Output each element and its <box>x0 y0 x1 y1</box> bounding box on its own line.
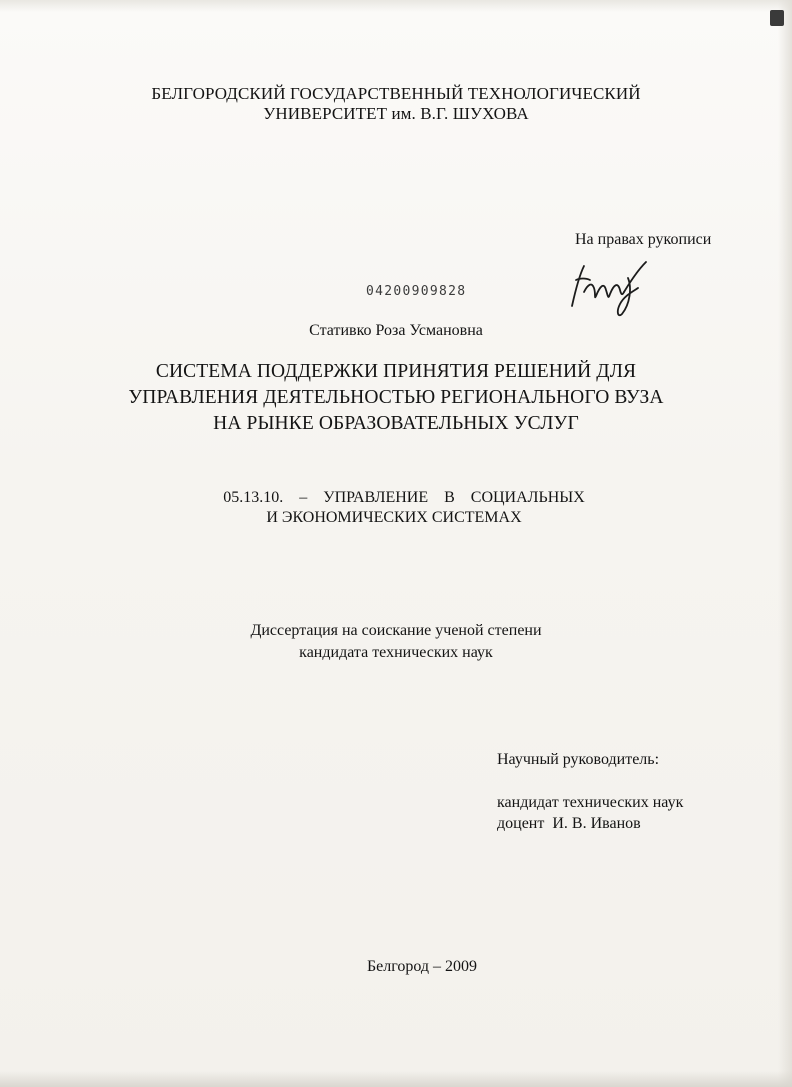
specialty-line-2: И ЭКОНОМИЧЕСКИХ СИСТЕМАХ <box>266 509 522 526</box>
library-catalog-number: 04200909828 <box>366 284 467 299</box>
scan-shadow-top <box>0 0 792 12</box>
handwritten-signature <box>566 258 650 320</box>
author-name: Стативко Роза Усмановна <box>309 322 483 339</box>
city-year: Белгород – 2009 <box>366 958 478 975</box>
university-heading <box>0 84 792 124</box>
specialty-code <box>0 488 792 528</box>
manuscript-rights-note: На правах рукописи <box>575 231 712 248</box>
scan-shadow-bottom <box>0 1071 792 1087</box>
university-line-2: УНИВЕРСИТЕТ им. В.Г. ШУХОВА <box>263 104 529 123</box>
thesis-title-line-1: СИСТЕМА ПОДДЕРЖКИ ПРИНЯТИЯ РЕШЕНИЙ ДЛЯ <box>155 361 637 382</box>
advisor-name: доцент И. В. Иванов <box>497 815 641 832</box>
binding-corner-mark <box>770 10 784 26</box>
degree-statement <box>0 620 792 664</box>
degree-line-1: Диссертация на соискание ученой степени <box>250 622 542 639</box>
specialty-line-1: 05.13.10. – УПРАВЛЕНИЕ В СОЦИАЛЬНЫХ <box>223 489 585 506</box>
scan-shadow-right <box>778 0 792 1087</box>
advisor-label: Научный руководитель: <box>497 751 660 768</box>
degree-line-2: кандидата технических наук <box>299 644 493 661</box>
advisor-rank: кандидат технических наук <box>497 794 684 811</box>
university-line-1: БЕЛГОРОДСКИЙ ГОСУДАРСТВЕННЫЙ ТЕХНОЛОГИЧЕСКИЙ <box>151 84 641 103</box>
thesis-title-line-3: НА РЫНКЕ ОБРАЗОВАТЕЛЬНЫХ УСЛУГ <box>213 413 579 434</box>
thesis-title <box>0 359 792 437</box>
thesis-title-line-2: УПРАВЛЕНИЯ ДЕЯТЕЛЬНОСТЬЮ РЕГИОНАЛЬНОГО ВУЗА <box>128 387 664 408</box>
